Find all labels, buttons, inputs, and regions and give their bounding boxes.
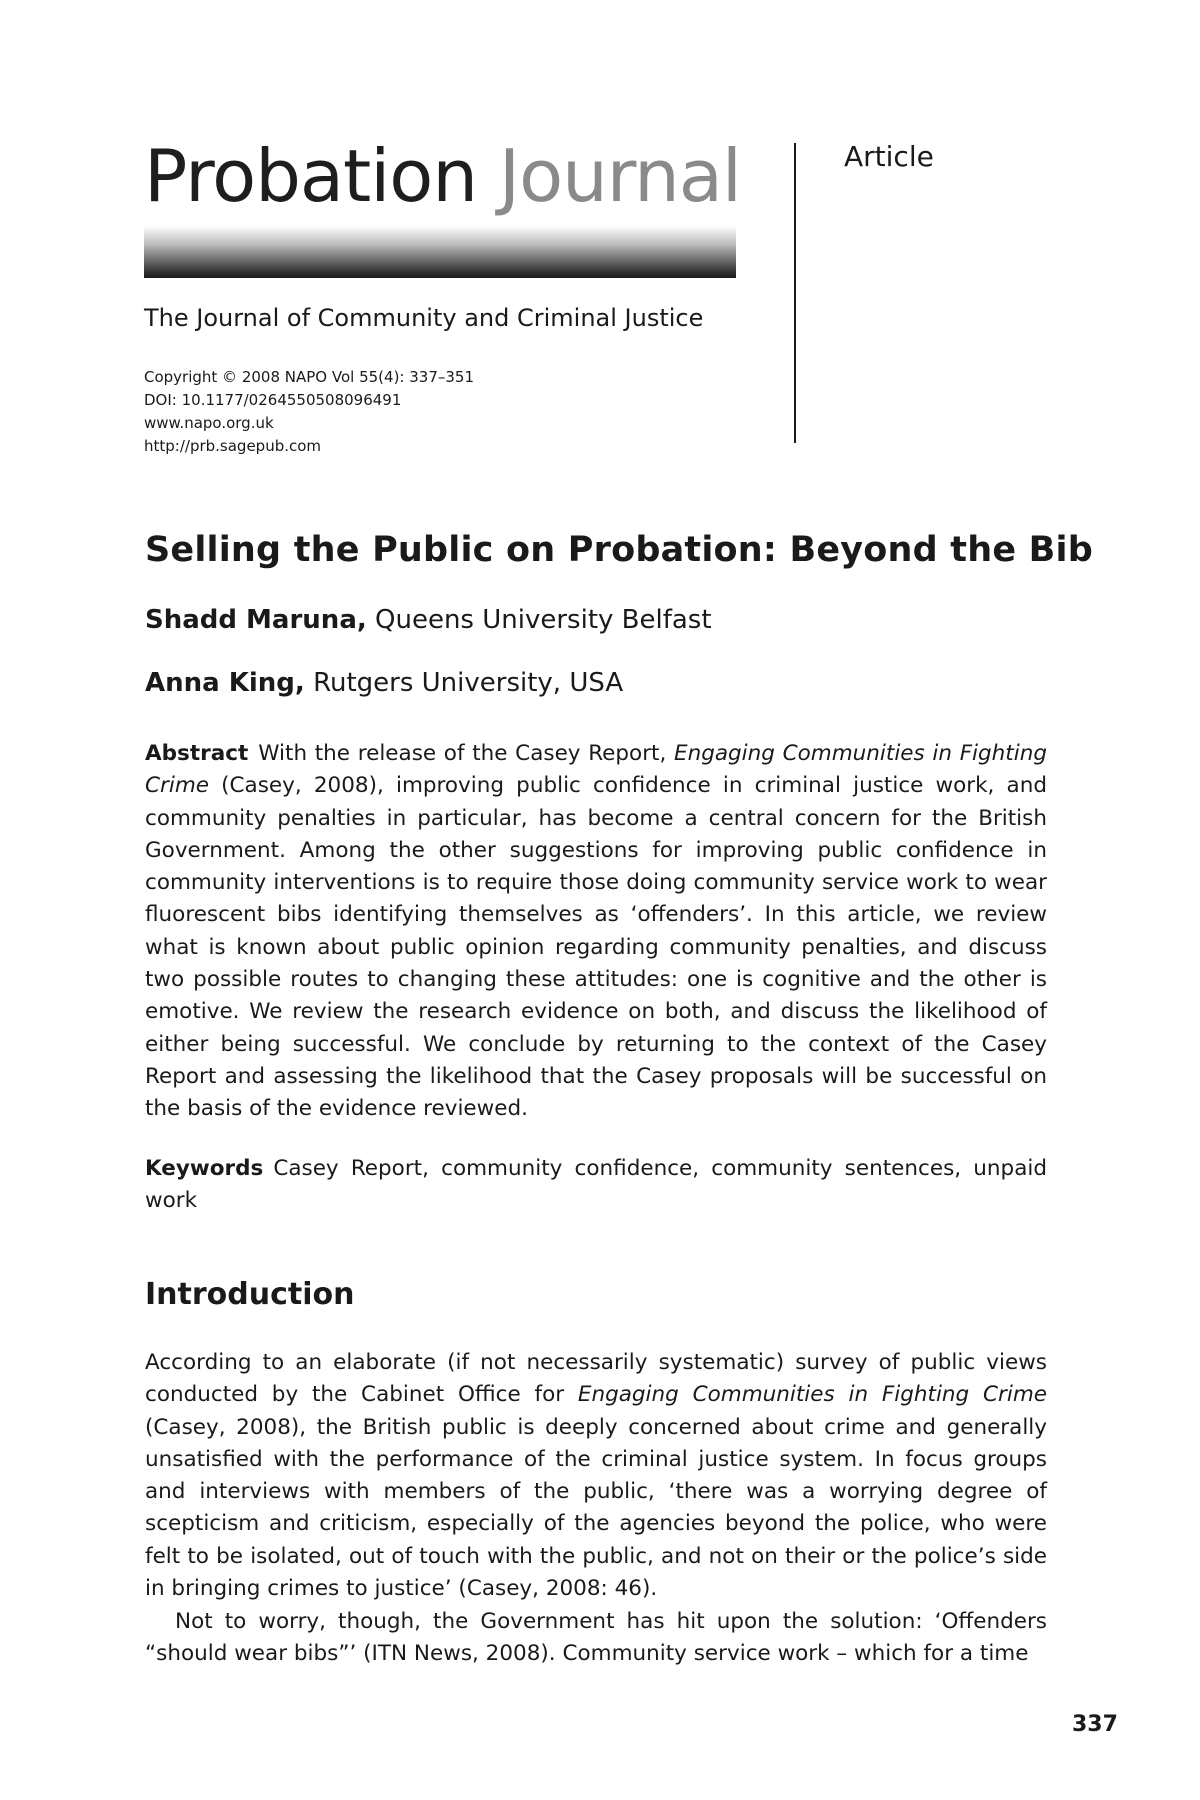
journal-masthead [144,134,741,458]
author-line-2 [145,668,1047,698]
introduction-paragraph-1 [145,1347,1047,1605]
author-affiliation: Rutgers University, USA [313,668,624,698]
author-name: Shadd Maruna, [145,605,367,635]
author-name: Anna King, [145,668,305,698]
introduction-paragraph-2: Not to worry, though, the Government has hit upon the solution: ‘Offenders “should wear bibs”’ (ITN News, 2008). Community service work – which for a time [145,1609,1047,1667]
abstract-text-body: (Casey, 2008), improving public confidence in criminal justice work, and community penalties in particular, has become a central concern for the British Government. Among the other suggestions for improving public confidence in community interventions is to require those doing community service work to wear fluorescent bibs identifying themselves as ‘offenders’. In this article, we review what is known about public opinion regarding community penalties, and discuss two possible routes to changing these attitudes: one is cognitive and the other is emotive. We review the research evidence on both, and discuss the likelihood of either being successful. We conclude by returning to the context of the Casey Report and assessing the likelihood that the Casey proposals will be successful on the basis of the evidence reviewed. [145,773,1047,1122]
article-type-label: Article [844,140,934,173]
journal-website-line: http://prb.sagepub.com [144,437,322,455]
journal-subtitle: The Journal of Community and Criminal Justice [144,304,704,332]
abstract-label: Abstract [145,741,249,766]
introduction-heading: Introduction [145,1277,355,1312]
publication-metadata [144,366,736,458]
intro-text-body: (Casey, 2008), the British public is deeply concerned about crime and generally unsatisfied with the performance of the criminal justice system. In focus groups and interviews with members of the public, ‘there was a worrying degree of scepticism and criticism, especially of the agencies beyond the police, who were felt to be isolated, out of touch with the public, and not on their or the police’s side in bringing crimes to justice’ (Casey, 2008: 46). [145,1414,1047,1602]
intro-text-start: According to an elaborate (if not necessarily systematic) survey of public views conducted by the Cabinet Office for [145,1350,1047,1408]
journal-logo-word-journal: Journal [498,134,741,218]
author-affiliation: Queens University Belfast [375,605,712,635]
abstract-report-title: Engaging Communities in Fighting Crime [145,741,1047,799]
journal-logo-word-probation: Probation [144,134,477,218]
header-divider [794,143,796,443]
copyright-line: Copyright © 2008 NAPO Vol 55(4): 337–351 [144,368,474,386]
author-line-1 [145,605,1047,635]
article-title: Selling the Public on Probation: Beyond the Bib [145,530,1093,570]
journal-logo [144,134,741,218]
keywords-text: Casey Report, community confidence, community sentences, unpaid work [145,1156,1047,1214]
keywords-label: Keywords [145,1156,264,1181]
intro-report-title: Engaging Communities in Fighting Crime [577,1382,1047,1408]
masthead-gradient-bar [144,226,736,278]
page-number: 337 [1072,1712,1118,1737]
napo-website-line: www.napo.org.uk [144,414,274,432]
doi-line: DOI: 10.1177/0264550508096491 [144,391,402,409]
abstract-paragraph [145,738,1047,1126]
keywords-paragraph [145,1153,1047,1218]
abstract-text-start: With the release of the Casey Report, [258,741,667,766]
